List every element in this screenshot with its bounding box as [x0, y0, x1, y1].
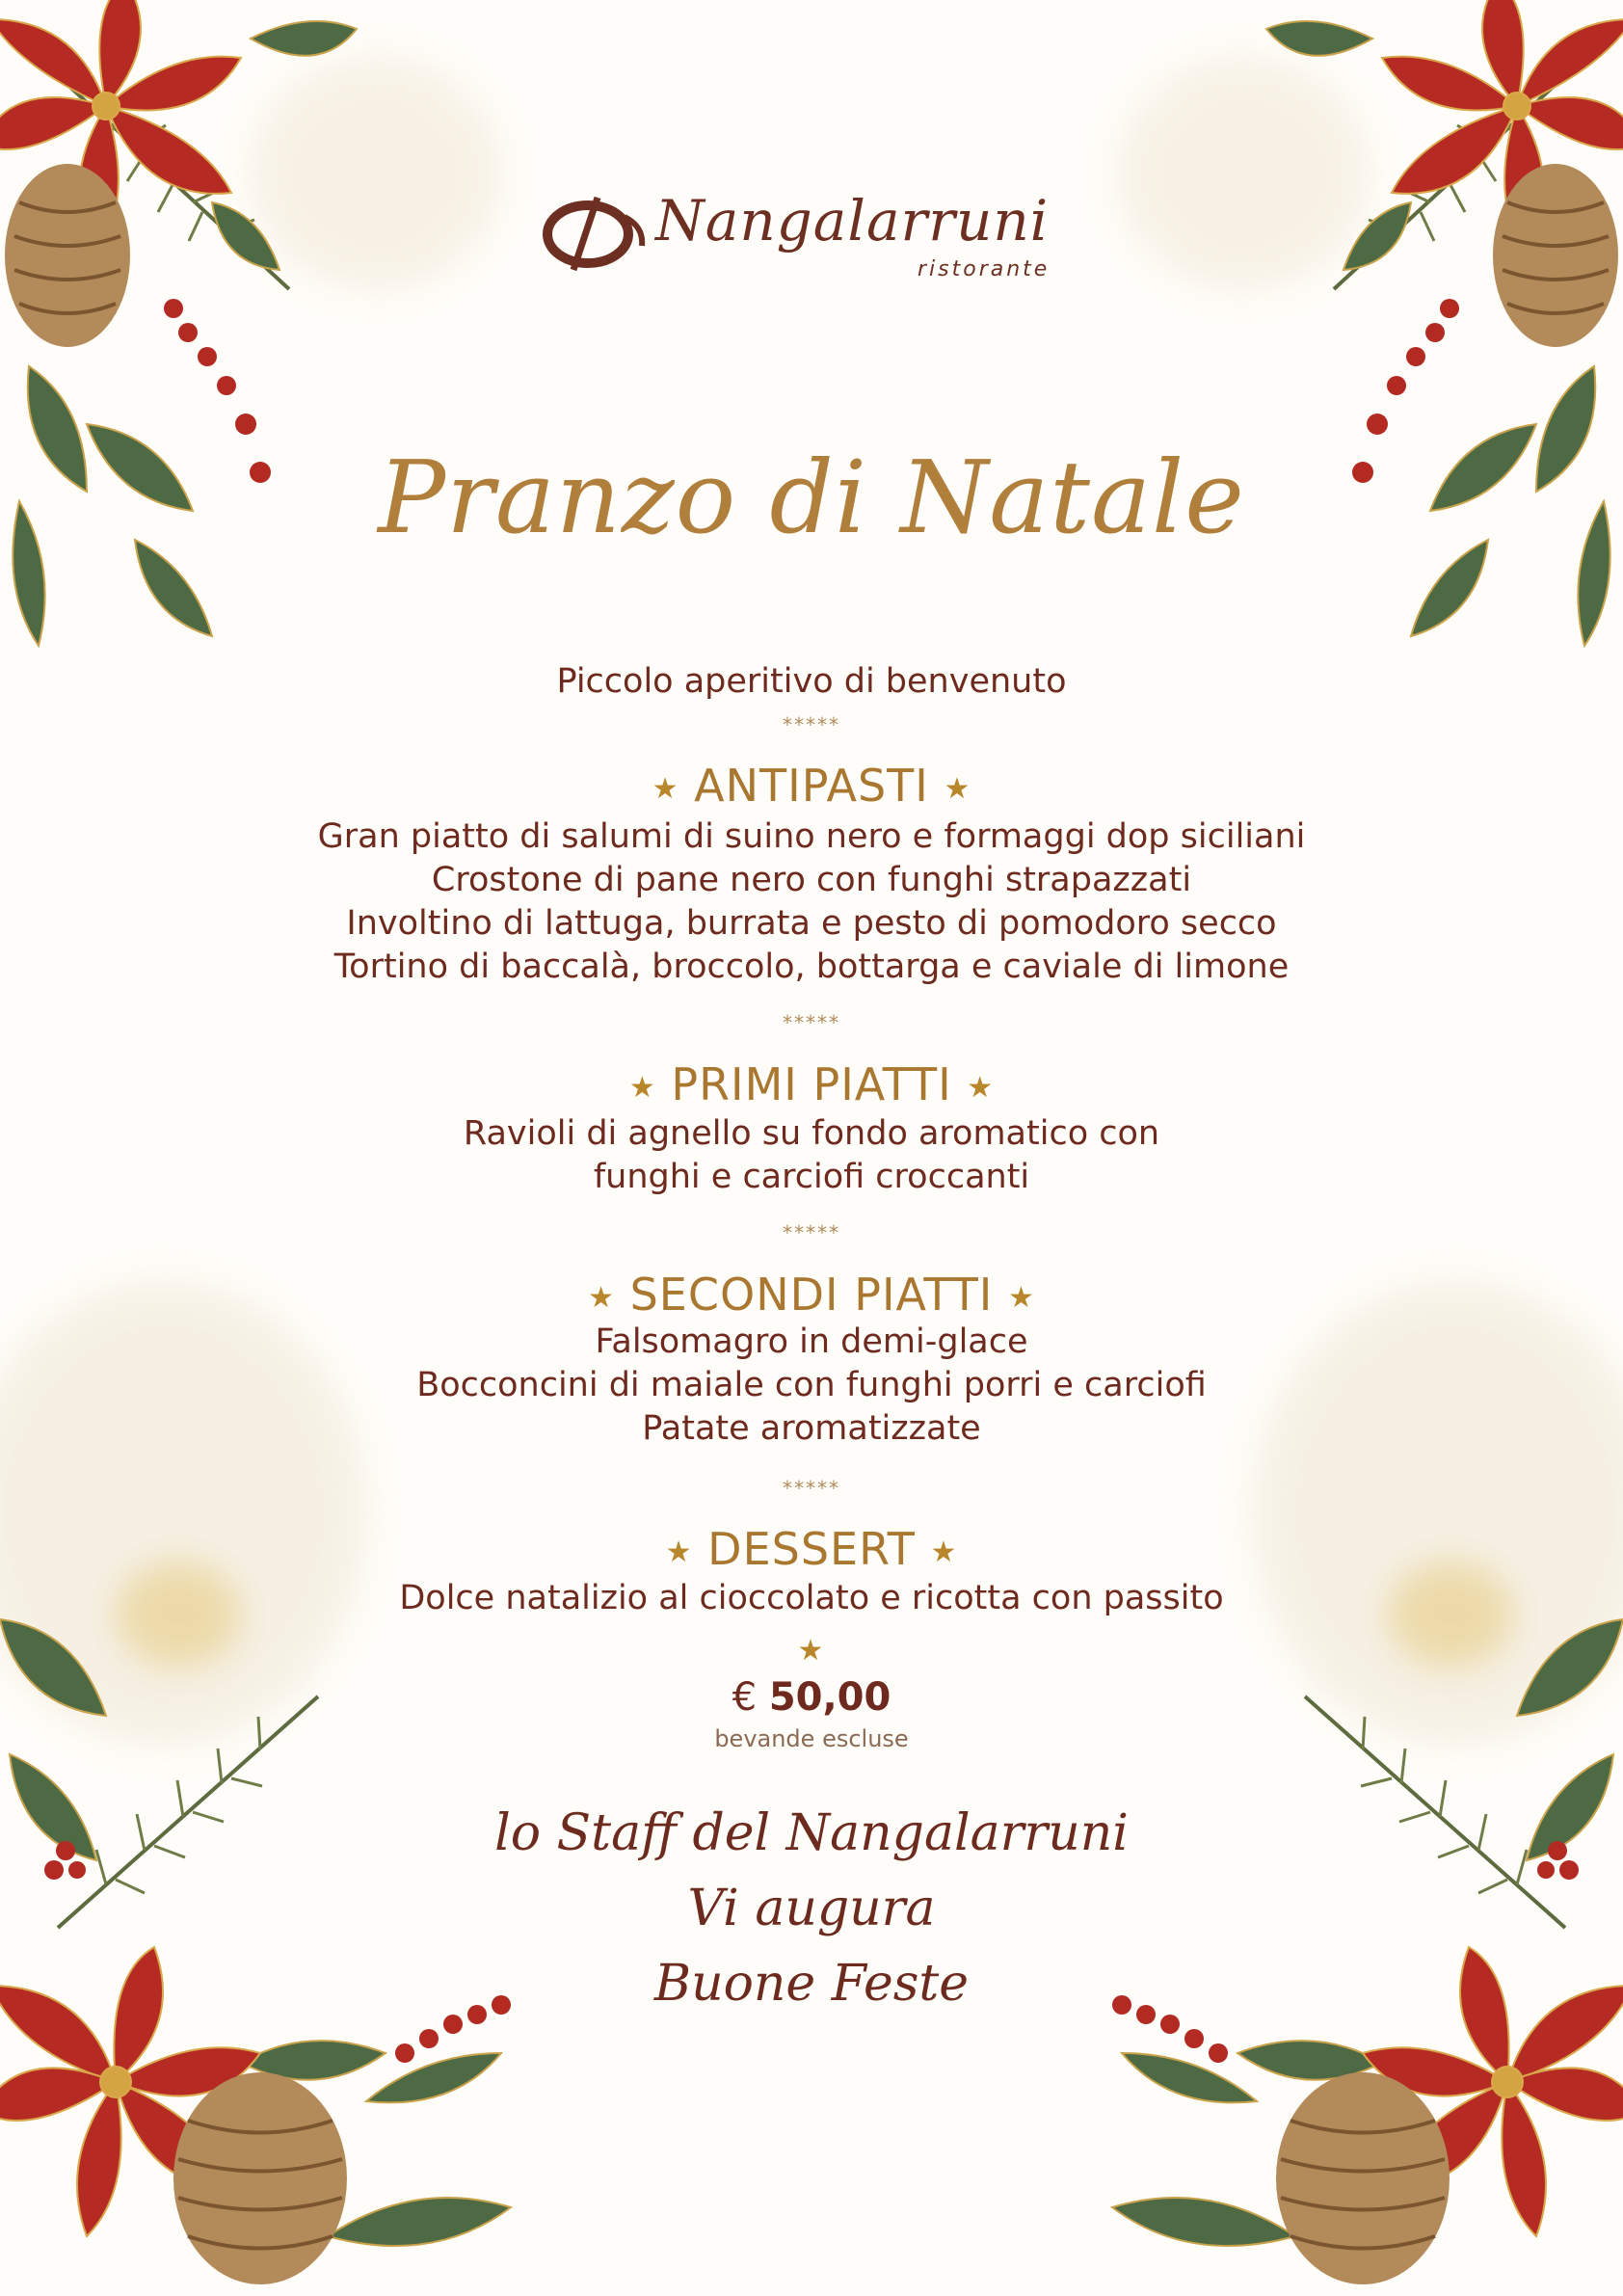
section-heading-label: DESSERT — [707, 1523, 916, 1575]
menu-item: Crostone di pane nero con funghi strapazzati — [431, 861, 1192, 899]
menu-item: Patate aromatizzate — [642, 1409, 981, 1448]
greeting-line: lo Staff del Nangalarruni — [494, 1804, 1129, 1862]
red-berries-icon — [164, 45, 405, 483]
menu-item: Gran piatto di salumi di suino nero e formaggi dop siciliani — [317, 817, 1306, 856]
pinecone-icon — [5, 164, 130, 347]
star-icon: ★ — [588, 1281, 615, 1315]
section-heading-dessert — [0, 1523, 1623, 1575]
floral-corner-top-right — [1218, 0, 1623, 694]
welcome-line: Piccolo aperitivo di benvenuto — [556, 662, 1067, 701]
price — [0, 1675, 1623, 1720]
restaurant-logo — [540, 178, 1099, 304]
price-note: bevande escluse — [714, 1725, 909, 1752]
price-currency: € — [732, 1675, 758, 1720]
separator: ***** — [783, 1011, 840, 1034]
separator: ***** — [783, 1477, 840, 1500]
menu-item: Tortino di baccalà, broccolo, bottarga e caviale di limone — [333, 948, 1290, 986]
star-icon: ★ — [652, 772, 679, 806]
menu-item: Falsomagro in demi-glace — [595, 1322, 1028, 1361]
separator: ***** — [783, 1221, 840, 1244]
menu-item: funghi e carciofi croccanti — [593, 1158, 1030, 1196]
section-heading-secondi-piatti — [0, 1268, 1623, 1321]
menu-item: Involtino di lattuga, burrata e pesto di pomodoro secco — [346, 904, 1277, 943]
menu-item: Dolce natalizio al cioccolato e ricotta con passito — [399, 1579, 1224, 1617]
section-heading-primi-piatti — [0, 1058, 1623, 1110]
separator: ***** — [783, 713, 840, 736]
floral-corner-top-left — [0, 0, 405, 694]
pinecone-icon — [173, 2072, 347, 2284]
pinecone-icon — [1276, 2072, 1450, 2284]
star-icon: ★ — [944, 772, 971, 806]
logo-mark-icon — [540, 178, 651, 284]
star-icon: ★ — [628, 1071, 656, 1105]
menu-item: Ravioli di agnello su fondo aromatico con — [463, 1114, 1160, 1153]
greeting-line: Vi augura — [687, 1880, 936, 1937]
logo-name: Nangalarruni — [655, 188, 1050, 254]
section-heading-antipasti — [0, 760, 1623, 812]
price-amount: 50,00 — [768, 1675, 891, 1720]
star-icon: ★ — [665, 1535, 693, 1569]
star-icon: ★ — [967, 1071, 995, 1105]
star-icon: ★ — [1008, 1281, 1035, 1315]
greeting-line: Buone Feste — [653, 1955, 970, 2013]
section-heading-label: ANTIPASTI — [694, 760, 929, 812]
star-icon: ★ — [930, 1535, 958, 1569]
section-heading-label: SECONDI PIATTI — [629, 1268, 994, 1321]
logo-subtitle: ristorante — [918, 257, 1051, 281]
section-heading-label: PRIMI PIATTI — [671, 1058, 952, 1110]
star-icon: ★ — [797, 1634, 826, 1668]
menu-item: Bocconcini di maiale con funghi porri e carciofi — [416, 1366, 1207, 1404]
pinecone-icon — [1493, 164, 1618, 347]
page-title: Pranzo di Natale — [378, 439, 1245, 556]
